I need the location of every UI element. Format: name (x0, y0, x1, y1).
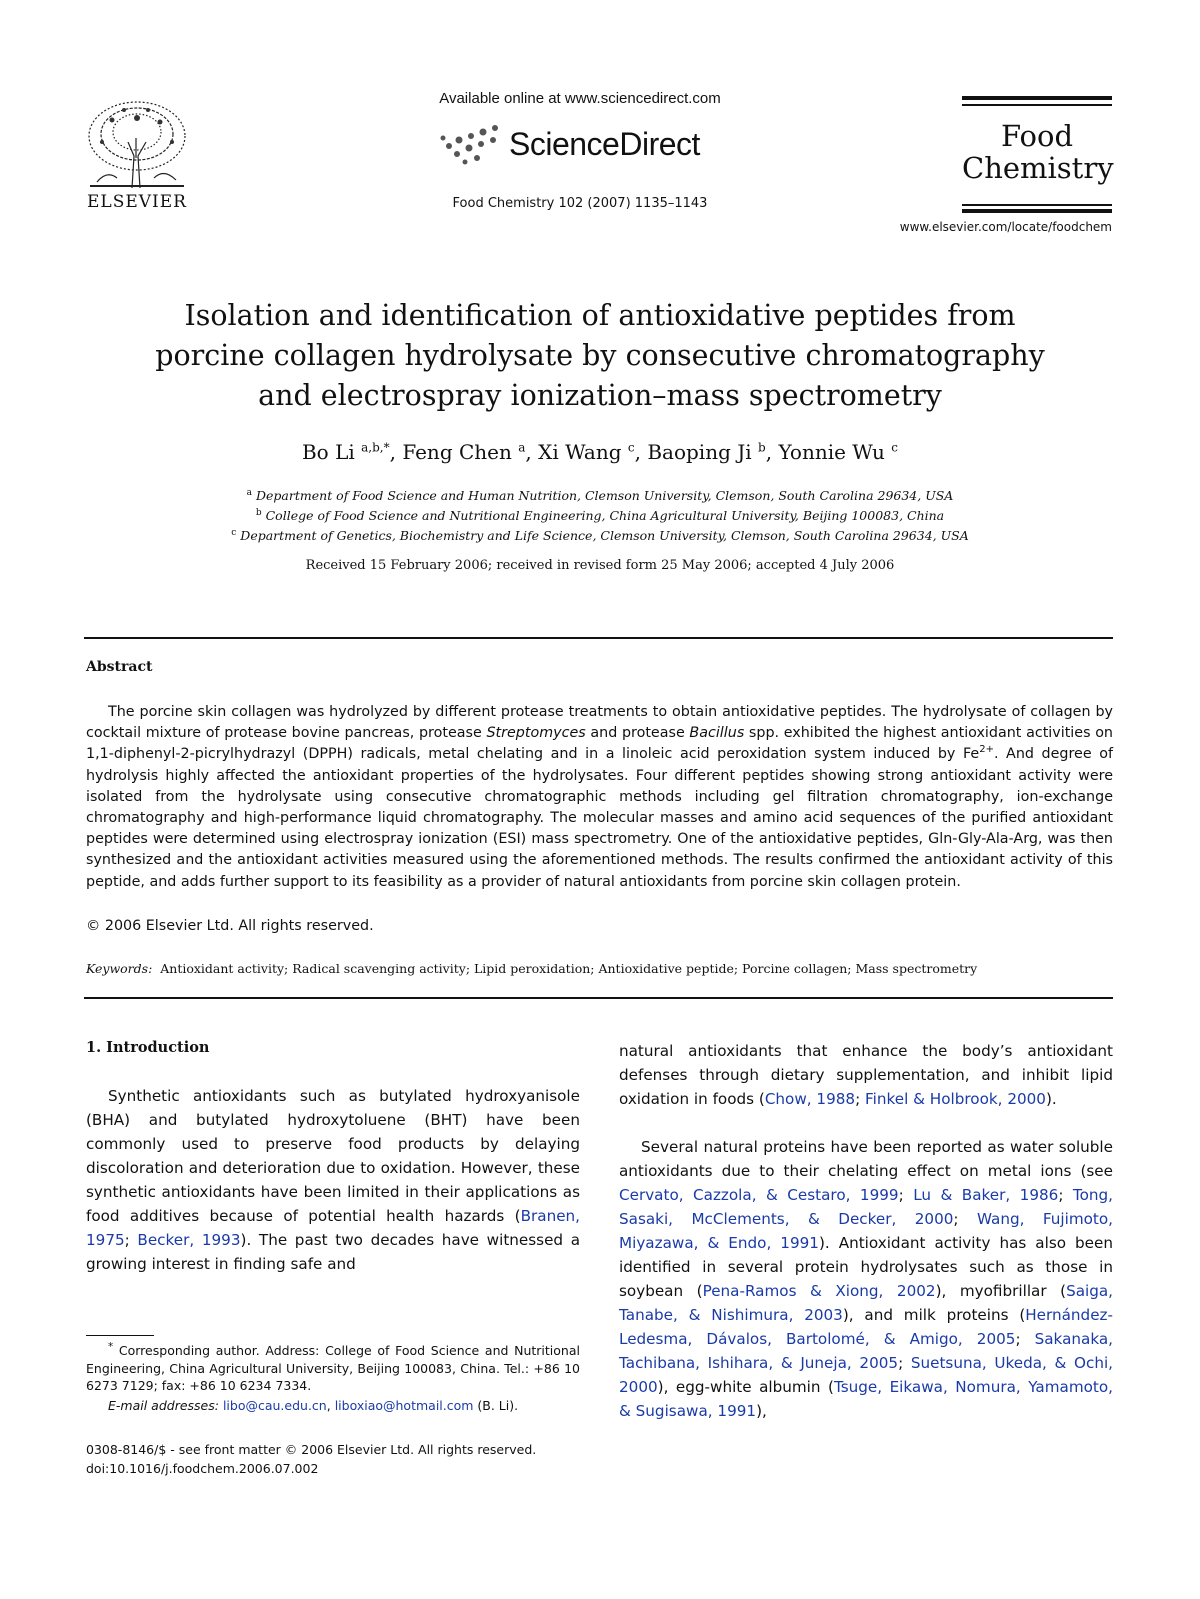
citation-link[interactable]: Saiga, Tanabe, & Nishimura, 2003 (619, 1282, 1114, 1324)
affiliation-text: College of Food Science and Nutritional Engineering, China Agricultural University, Beijing 100083, China (265, 508, 945, 524)
citation-link[interactable]: Branen, 1975 (86, 1207, 580, 1249)
affiliation (100, 528, 1100, 543)
text-segment: ; (124, 1231, 138, 1249)
citation-link[interactable]: Hernández-Ledesma, Dávalos, Bartolomé, & Amigo, 2005 (619, 1306, 1113, 1348)
paper-title (100, 296, 1100, 416)
author-separator: , (525, 440, 539, 464)
author-list (100, 440, 1100, 464)
journal-rule (962, 104, 1112, 106)
available-online-text: Available online at www.sciencedirect.com (439, 90, 721, 107)
keywords (86, 961, 977, 976)
journal-title-line: Food (1000, 119, 1074, 153)
footnote-rule (86, 1335, 154, 1336)
intro-paragraph (86, 1084, 580, 1276)
author-name: Baoping Ji (647, 440, 752, 464)
author-name: Bo Li (301, 440, 355, 464)
section-heading: 1. Introduction (86, 1039, 210, 1056)
affiliation (100, 488, 1100, 503)
text-segment: ; (953, 1210, 977, 1228)
email-suffix: (B. Li). (473, 1398, 519, 1413)
footnote-text: Corresponding author. Address: College of Food Science and Nutritional Engineering, China Agricultural University, Beijing 100083, China. Tel.: +86 10 6273 7129; fax: +86 10 6234 7334. (86, 1343, 580, 1394)
text-segment: natural antioxidants that enhance the body’s antioxidant defenses through dietary supplementation, and inhibit lipid oxidation in foods ( (619, 1042, 1113, 1108)
text-segment: ; (855, 1090, 866, 1108)
affiliation (100, 508, 1100, 523)
author-separator: , (389, 440, 403, 464)
citation-link[interactable]: Suetsuna, Ukeda, & Ochi, 2000 (619, 1354, 1113, 1396)
keywords-label: Keywords: (86, 961, 153, 976)
affiliation-mark: c (231, 528, 237, 538)
citation-link[interactable]: Finkel & Holbrook, 2000 (865, 1090, 1046, 1108)
citation-link[interactable]: Becker, 1993 (137, 1231, 241, 1249)
email-label: E-mail addresses: (108, 1398, 219, 1413)
author-affil-mark[interactable]: c (627, 440, 635, 455)
journal-rule (962, 209, 1112, 213)
author-separator: , (765, 440, 779, 464)
abstract-segment: The porcine skin collagen was hydrolyzed by different protease treatments to obtain antioxidative peptides. The hydrolysate of collagen by cocktail mixture of protease bovine pancreas, protease (86, 704, 1113, 742)
doi-line[interactable]: doi:10.1016/j.foodchem.2006.07.002 (86, 1461, 319, 1476)
author-affil-mark[interactable]: c (891, 440, 899, 455)
abstract-segment: and protease (585, 725, 690, 742)
sciencedirect-wordmark: ScienceDirect (509, 126, 700, 162)
intro-paragraph (619, 1135, 1113, 1423)
abstract-text (86, 702, 1113, 893)
sciencedirect-logo (435, 114, 735, 174)
text-segment: ; (898, 1186, 914, 1204)
issn-line: 0308-8146/$ - see front matter © 2006 Elsevier Ltd. All rights reserved. (86, 1442, 537, 1457)
text-segment: ), myofibrillar ( (935, 1282, 1067, 1300)
sciencedirect-dots-icon (435, 118, 507, 166)
abstract-segment: spp. exhibited the highest antioxidant activities on 1,1-diphenyl-2-picrylhydrazyl (DPPH) radicals, metal chelating and in a linoleic acid peroxidation system induced by Fe (86, 725, 1113, 763)
text-segment: ), and milk proteins ( (842, 1306, 1026, 1324)
affiliation-text: Department of Genetics, Biochemistry and Life Science, Clemson University, Clemson, South Carolina 29634, USA (240, 528, 969, 544)
copyright-line: © 2006 Elsevier Ltd. All rights reserved. (86, 918, 374, 934)
abstract-italic: Streptomyces (486, 725, 586, 742)
abstract-top-rule (84, 637, 1113, 639)
text-segment: ; (1058, 1186, 1073, 1204)
abstract-italic: Bacillus (689, 725, 745, 742)
affiliation-mark: a (246, 488, 253, 498)
author-name: Xi Wang (538, 440, 622, 464)
author-affil-mark[interactable]: b (758, 440, 766, 455)
author-separator: , (634, 440, 648, 464)
footnote-mark: * (108, 1341, 114, 1353)
citation-link[interactable]: Pena-Ramos & Xiong, 2002 (702, 1282, 936, 1300)
email-separator: , (326, 1398, 335, 1413)
keywords-list: Antioxidant activity; Radical scavenging activity; Lipid peroxidation; Antioxidative peptide; Porcine collagen; Mass spectrometry (160, 961, 978, 976)
citation-link[interactable]: Tsuge, Eikawa, Nomura, Yamamoto, & Sugisawa, 1991 (619, 1378, 1113, 1420)
text-segment: Several natural proteins have been reported as water soluble antioxidants due to their chelating effect on metal ions (see (619, 1138, 1113, 1180)
text-segment: ), egg-white albumin ( (657, 1378, 834, 1396)
email-addresses (108, 1398, 518, 1413)
journal-reference: Food Chemistry 102 (2007) 1135–1143 (452, 196, 708, 211)
journal-rule (962, 96, 1112, 100)
abstract-superscript: 2+ (979, 744, 994, 756)
title-line: porcine collagen hydrolysate by consecutive chromatography (155, 339, 1045, 372)
text-segment: Synthetic antioxidants such as butylated hydroxyanisole (BHA) and butylated hydroxytoluene (BHT) have been commonly used to preserve food products by delaying discoloration and deterioration due to oxidation. However, these synthetic antioxidants have been limited in their applications as food additives because of potential health hazards ( (86, 1087, 580, 1225)
journal-url[interactable]: www.elsevier.com/locate/foodchem (899, 220, 1112, 234)
citation-link[interactable]: Tong, Sasaki, McClements, & Decker, 2000 (619, 1186, 1113, 1228)
author-name: Yonnie Wu (778, 440, 885, 464)
email-link[interactable]: liboxiao@hotmail.com (334, 1398, 474, 1413)
author-name: Feng Chen (402, 440, 512, 464)
abstract-segment: . And degree of hydrolysis highly affected the antioxidant properties of the hydrolysates. Four different peptides showing strong antioxidant activity were isolated from the hydrolysate using consecutive chromatographic methods including gel filtration chromatography, ion-exchange chromatography and high-performance liquid chromatography. The molecular masses and amino acid sequences of the purified antioxidant peptides were determined using electrospray ionization (ESI) mass spectrometry. One of the antioxidative peptides, Gln-Gly-Ala-Arg, was then synthesized and the antioxidant activities measured using the aforementioned methods. The results confirmed the antioxidant activity of this peptide, and adds further support to its feasibility as a provider of natural antioxidants from porcine skin collagen protein. (86, 746, 1113, 890)
citation-link[interactable]: Lu & Baker, 1986 (913, 1186, 1059, 1204)
email-link[interactable]: libo@cau.edu.cn (222, 1398, 327, 1413)
intro-paragraph (619, 1039, 1113, 1111)
journal-title-line: Chemistry (962, 151, 1114, 185)
citation-link[interactable]: Cervato, Cazzola, & Cestaro, 1999 (619, 1186, 899, 1204)
elsevier-tree-icon (82, 98, 192, 190)
citation-link[interactable]: Chow, 1988 (764, 1090, 856, 1108)
elsevier-logo (82, 98, 192, 213)
corresponding-author-note (86, 1339, 580, 1395)
author-affil-mark[interactable]: a,b,* (361, 440, 390, 455)
title-line: Isolation and identification of antioxidative peptides from (184, 299, 1016, 332)
text-segment: ; (898, 1354, 911, 1372)
affiliation-mark: b (255, 508, 262, 518)
journal-title (962, 120, 1112, 184)
received-dates: Received 15 February 2006; received in revised form 25 May 2006; accepted 4 July 2006 (305, 558, 895, 573)
author-affil-mark[interactable]: a (518, 440, 526, 455)
affiliation-text: Department of Food Science and Human Nutrition, Clemson University, Clemson, South Carolina 29634, USA (256, 488, 954, 504)
journal-rule (962, 204, 1112, 206)
text-segment: ). (1045, 1090, 1057, 1108)
text-segment: ). Antioxidant activity has also been identified in several protein hydrolysates such as those in soybean ( (619, 1234, 1113, 1300)
title-line: and electrospray ionization–mass spectrometry (258, 379, 942, 412)
abstract-heading: Abstract (86, 659, 153, 675)
text-segment: ). The past two decades have witnessed a growing interest in finding safe and (86, 1231, 581, 1273)
abstract-bottom-rule (84, 997, 1113, 999)
text-segment: ; (1015, 1330, 1035, 1348)
text-segment: ), (756, 1402, 767, 1420)
citation-link[interactable]: Sakanaka, Tachibana, Ishihara, & Juneja, 2005 (619, 1330, 1113, 1372)
publisher-name: ELSEVIER (87, 192, 187, 212)
citation-link[interactable]: Wang, Fujimoto, Miyazawa, & Endo, 1991 (619, 1210, 1114, 1252)
